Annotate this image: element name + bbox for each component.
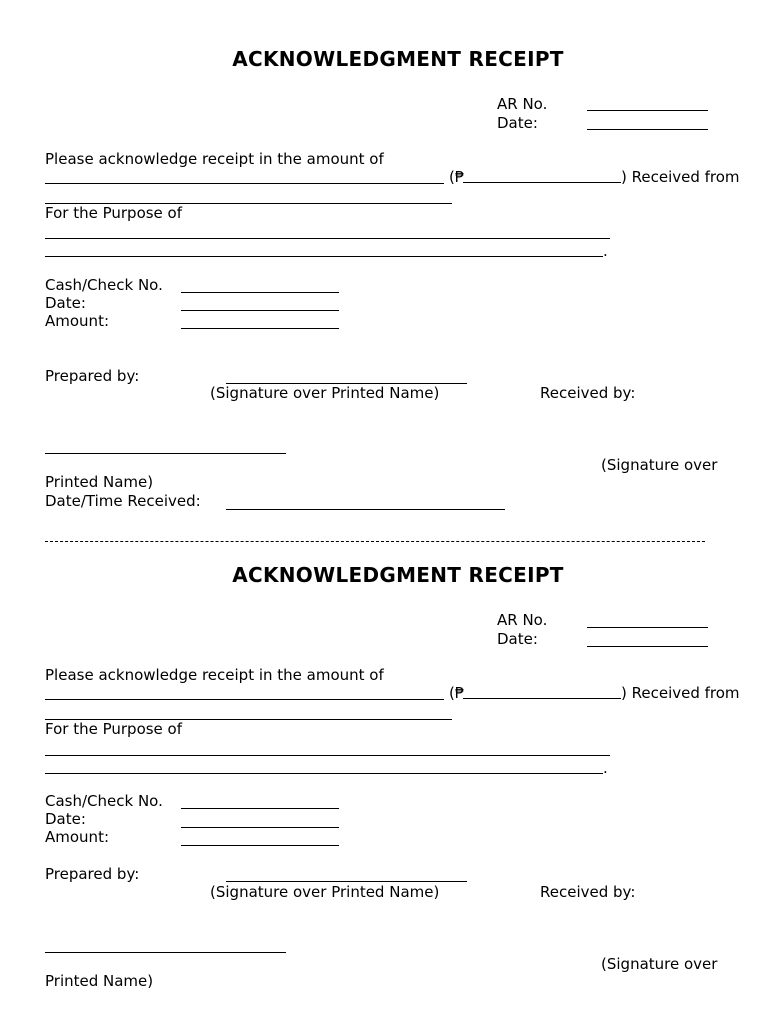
purpose-field-1[interactable] — [45, 238, 610, 239]
received-by-label: Received by: — [540, 883, 636, 901]
prepared-by-signature-field[interactable] — [226, 881, 467, 882]
date-time-received-label: Date/Time Received: — [45, 492, 201, 510]
cash-check-field[interactable] — [181, 292, 339, 293]
received-by-signature-field[interactable] — [45, 453, 286, 454]
check-date-field[interactable] — [181, 827, 339, 828]
date-label: Date: — [497, 630, 538, 648]
received-by-signature-field[interactable] — [45, 952, 286, 953]
cut-line-divider — [45, 541, 705, 542]
peso-amount-field[interactable] — [463, 182, 621, 183]
signature-caption: (Signature over Printed Name) — [210, 384, 440, 402]
received-by-label: Received by: — [540, 384, 636, 402]
purpose-label: For the Purpose of — [45, 204, 183, 222]
date-field[interactable] — [587, 129, 708, 130]
amount-field[interactable] — [181, 845, 339, 846]
purpose-label: For the Purpose of — [45, 720, 183, 738]
peso-open-paren: (₱ — [449, 684, 465, 702]
printed-name-text: Printed Name) — [45, 972, 154, 990]
signature-over-text: (Signature over — [601, 456, 718, 474]
ar-no-field[interactable] — [587, 110, 708, 111]
signature-over-text: (Signature over — [601, 955, 718, 973]
cash-check-label: Cash/Check No. — [45, 276, 163, 294]
printed-name-text: Printed Name) — [45, 473, 154, 491]
amount-label: Amount: — [45, 828, 109, 846]
signature-caption: (Signature over Printed Name) — [210, 883, 440, 901]
ar-no-field[interactable] — [587, 627, 708, 628]
ar-no-label: AR No. — [497, 611, 548, 629]
amount-field[interactable] — [181, 328, 339, 329]
receipt-title: ACKNOWLEDGMENT RECEIPT — [232, 563, 564, 587]
purpose-field-2[interactable] — [45, 773, 603, 774]
prepared-by-label: Prepared by: — [45, 367, 140, 385]
check-date-field[interactable] — [181, 310, 339, 311]
cash-check-label: Cash/Check No. — [45, 792, 163, 810]
purpose-end-period: . — [603, 242, 608, 260]
check-date-label: Date: — [45, 810, 86, 828]
date-label: Date: — [497, 114, 538, 132]
receipt-title: ACKNOWLEDGMENT RECEIPT — [232, 47, 564, 71]
received-from-label: ) Received from — [621, 684, 740, 702]
amount-intro-text: Please acknowledge receipt in the amount of — [45, 150, 384, 168]
purpose-end-period: . — [603, 759, 608, 777]
date-time-received-field[interactable] — [226, 509, 505, 510]
ar-no-label: AR No. — [497, 95, 548, 113]
check-date-label: Date: — [45, 294, 86, 312]
prepared-by-label: Prepared by: — [45, 865, 140, 883]
received-from-label: ) Received from — [621, 168, 740, 186]
cash-check-field[interactable] — [181, 808, 339, 809]
date-field[interactable] — [587, 646, 708, 647]
peso-amount-field[interactable] — [463, 698, 621, 699]
amount-in-words-field[interactable] — [45, 183, 444, 184]
amount-label: Amount: — [45, 312, 109, 330]
amount-intro-text: Please acknowledge receipt in the amount of — [45, 666, 384, 684]
purpose-field-2[interactable] — [45, 256, 603, 257]
peso-open-paren: (₱ — [449, 168, 465, 186]
amount-in-words-field[interactable] — [45, 699, 444, 700]
purpose-field-1[interactable] — [45, 755, 610, 756]
